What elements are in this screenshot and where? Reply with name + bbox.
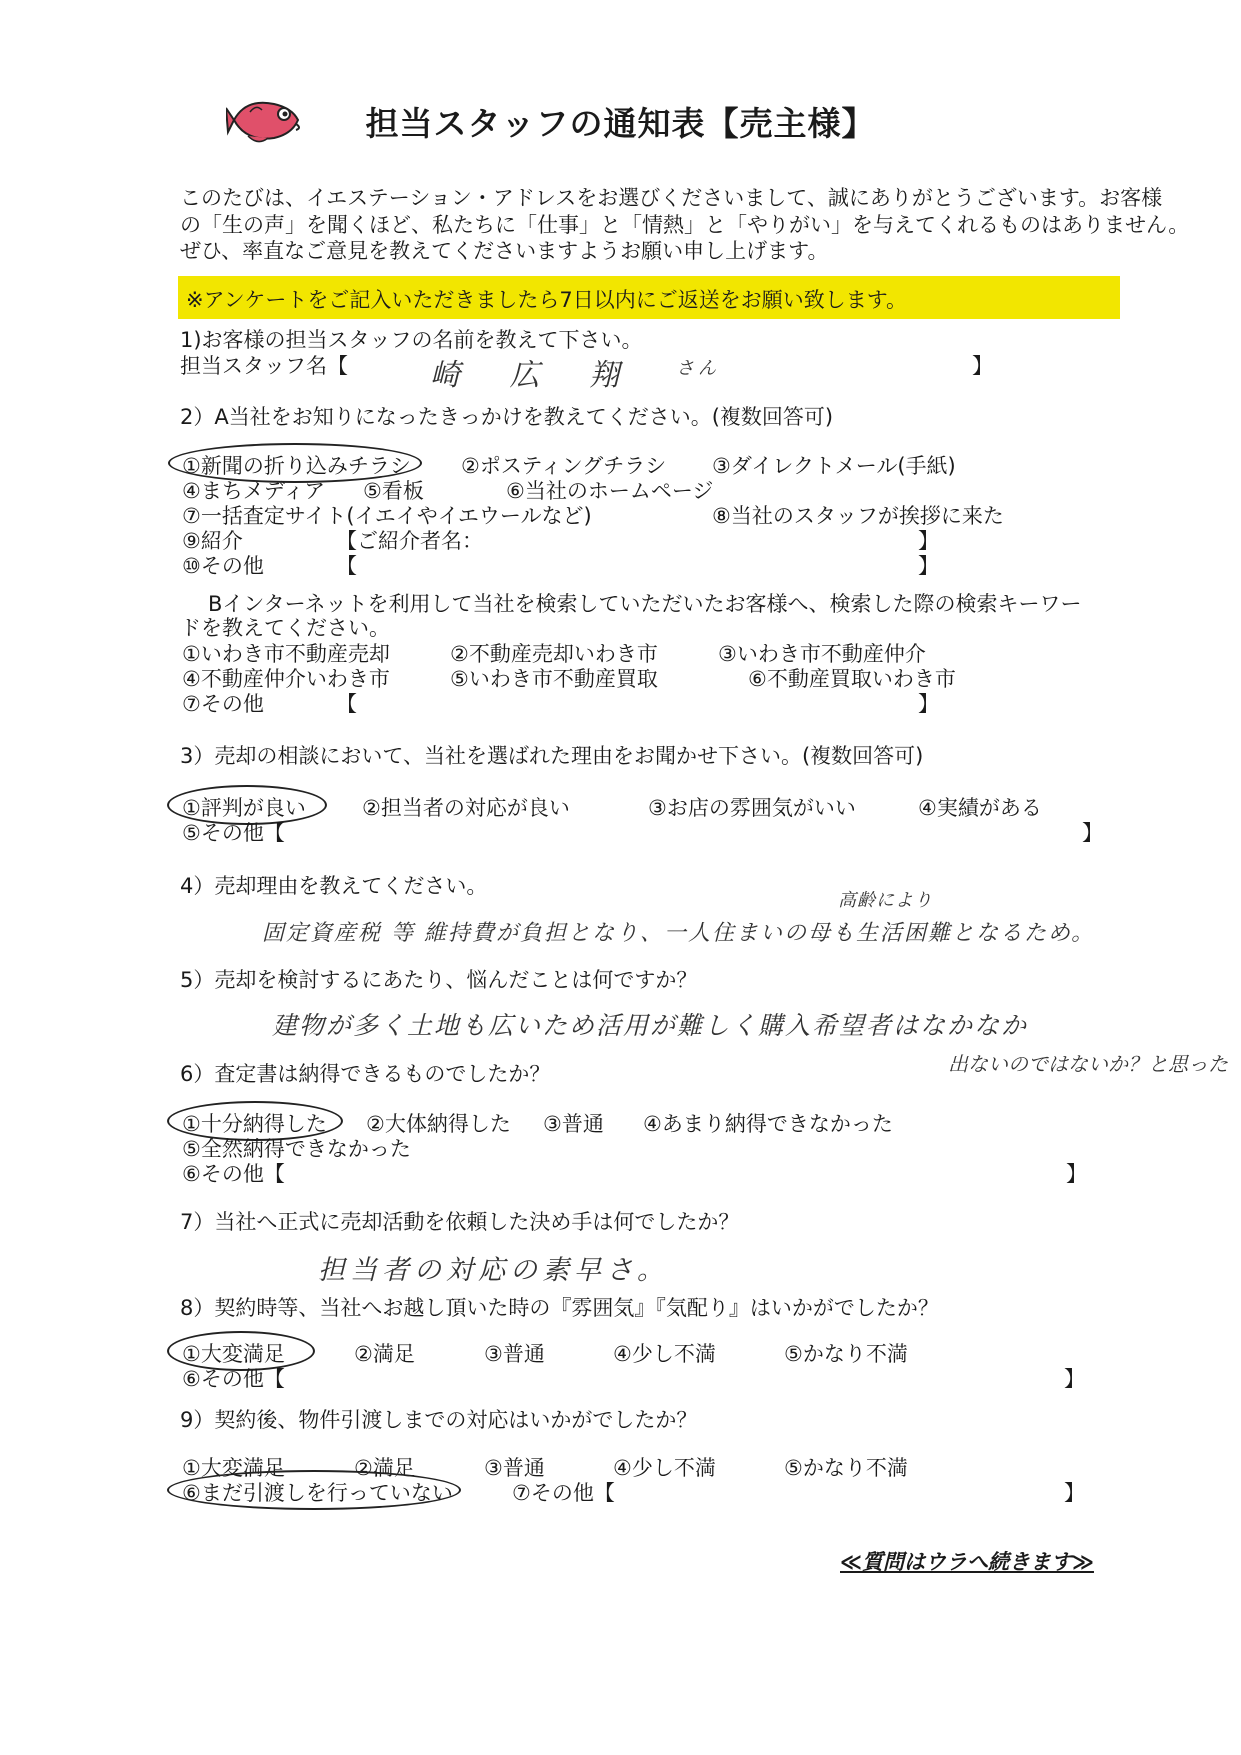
- q2b-other-open: 【: [336, 692, 357, 716]
- q4-answer-note: 高齢により: [838, 890, 933, 911]
- q2-option-9[interactable]: ⑨紹介: [182, 529, 243, 553]
- q8-option-1[interactable]: ①大変満足: [182, 1342, 285, 1366]
- q2-referrer-label: 【ご紹介者名：: [336, 529, 483, 553]
- q1-field-label: 担当スタッフ名【: [180, 354, 348, 378]
- q9-option-6-circle: [167, 1470, 461, 1510]
- q2-option-5[interactable]: ⑤看板: [363, 479, 424, 503]
- q4-label: 4）売却理由を教えてください。: [180, 874, 488, 898]
- notice-text: ※アンケートをご記入いただきましたら7日以内にご返送をお願い致します。: [186, 288, 908, 312]
- q2b-option-1[interactable]: ①いわき市不動産売却: [182, 642, 390, 666]
- q2b-other-close: 】: [918, 692, 939, 716]
- q6-option-1[interactable]: ①十分納得した: [182, 1112, 327, 1136]
- q9-option-6[interactable]: ⑥まだ引渡しを行っていない: [182, 1481, 453, 1505]
- q6-other-close: 】: [1066, 1162, 1087, 1186]
- q8-option-3[interactable]: ③普通: [484, 1342, 545, 1366]
- q2b-option-5[interactable]: ⑤いわき市不動産買取: [450, 667, 658, 691]
- q5-answer-1: 建物が多く土地も広いため活用が難しく購入希望者はなかなか: [272, 1011, 1029, 1040]
- notice-banner: [178, 276, 1120, 319]
- q8-other-close: 】: [1064, 1367, 1085, 1391]
- q9-option-2[interactable]: ②満足: [354, 1456, 415, 1480]
- q6-option-2[interactable]: ②大体納得した: [366, 1112, 511, 1136]
- q2-option-1[interactable]: ①新聞の折り込みチラシ: [182, 454, 411, 478]
- q2-option-4[interactable]: ④まちメディア: [182, 479, 326, 503]
- q2-referrer-close: 】: [918, 529, 939, 553]
- q8-label: 8）契約時等、当社へお越し頂いた時の『雰囲気』『気配り』はいかがでしたか？: [180, 1296, 939, 1320]
- q9-option-5[interactable]: ⑤かなり不満: [784, 1456, 908, 1480]
- q2-option-6[interactable]: ⑥当社のホームページ: [506, 479, 714, 503]
- q3-other-close: 】: [1082, 821, 1103, 845]
- q6-label: 6）査定書は納得できるものでしたか？: [180, 1062, 551, 1086]
- intro-line-2: の「生の声」を聞くほど、私たちに「仕事」と「情熱」と「やりがい」を与えてくれるものはありません。: [180, 213, 1190, 237]
- q5-label: 5）売却を検討するにあたり、悩んだことは何ですか？: [180, 968, 698, 992]
- q1-label: 1)お客様の担当スタッフの名前を教えて下さい。: [180, 328, 643, 352]
- q3-option-3[interactable]: ③お店の雰囲気がいい: [648, 796, 856, 820]
- q6-option-6[interactable]: ⑥その他【: [182, 1162, 285, 1186]
- q2b-label-1: Bインターネットを利用して当社を検索していただいたお客様へ、検索した際の検索キーワー: [208, 592, 1082, 616]
- intro-line-1: このたびは、イエステーション・アドレスをお選びくださいまして、誠にありがとうございます。お客様: [180, 186, 1163, 210]
- q2-option-8[interactable]: ⑧当社のスタッフが挨拶に来た: [712, 504, 1004, 528]
- q8-option-5[interactable]: ⑤かなり不満: [784, 1342, 908, 1366]
- q4-answer: 固定資産税 等 維持費が負担となり、一人住まいの母も生活困難となるため。: [262, 921, 1096, 946]
- q1-answer-suffix: さん: [676, 358, 720, 379]
- q9-other-close: 】: [1064, 1481, 1085, 1505]
- q5-answer-2: 出ないのではないか？と思った: [948, 1052, 1228, 1076]
- q6-option-4[interactable]: ④あまり納得できなかった: [643, 1112, 893, 1136]
- q8-option-6[interactable]: ⑥その他【: [182, 1367, 285, 1391]
- q3-option-2[interactable]: ②担当者の対応が良い: [362, 796, 570, 820]
- q8-option-4[interactable]: ④少し不満: [613, 1342, 716, 1366]
- q1-answer-name: 崎 広 翔: [430, 358, 640, 393]
- q2-other-close: 】: [918, 554, 939, 578]
- intro-line-3: ぜひ、率直なご意見を教えてくださいますようお願い申し上げます。: [180, 239, 829, 263]
- q6-option-3[interactable]: ③普通: [543, 1112, 604, 1136]
- q7-label: 7）当社へ正式に売却活動を依頼した決め手は何でしたか？: [180, 1210, 740, 1234]
- q9-option-1[interactable]: ①大変満足: [182, 1456, 285, 1480]
- q2b-option-6[interactable]: ⑥不動産買取いわき市: [748, 667, 956, 691]
- q3-label: 3）売却の相談において、当社を選ばれた理由をお聞かせ下さい。(複数回答可): [180, 744, 924, 768]
- q3-option-5[interactable]: ⑤その他【: [182, 821, 285, 845]
- page-title: 担当スタッフの通知表【売主様】: [365, 104, 876, 143]
- q2b-option-2[interactable]: ②不動産売却いわき市: [450, 642, 658, 666]
- q2b-option-7[interactable]: ⑦その他: [182, 692, 264, 716]
- q7-answer: 担当者の対応の素早さ。: [318, 1255, 669, 1286]
- q1-field-close: 】: [972, 354, 993, 378]
- q3-option-1[interactable]: ①評判が良い: [182, 796, 306, 820]
- q2b-label-2: ドを教えてください。: [180, 616, 390, 640]
- q2-option-2[interactable]: ②ポスティングチラシ: [461, 454, 667, 478]
- q2-other-open: 【: [336, 554, 357, 578]
- q9-option-4[interactable]: ④少し不満: [613, 1456, 716, 1480]
- q2b-option-4[interactable]: ④不動産仲介いわき市: [182, 667, 390, 691]
- q2-option-3[interactable]: ③ダイレクトメール(手紙): [712, 454, 956, 478]
- q2-option-7[interactable]: ⑦一括査定サイト(イエイやイエウールなど): [182, 504, 592, 528]
- q9-option-3[interactable]: ③普通: [484, 1456, 545, 1480]
- q9-option-7[interactable]: ⑦その他【: [512, 1481, 615, 1505]
- q2b-option-3[interactable]: ③いわき市不動産仲介: [718, 642, 926, 666]
- q8-option-2[interactable]: ②満足: [354, 1342, 415, 1366]
- q6-option-5[interactable]: ⑤全然納得できなかった: [182, 1137, 411, 1161]
- q9-label: 9）契約後、物件引渡しまでの対応はいかがでしたか？: [180, 1408, 698, 1432]
- q3-option-4[interactable]: ④実績がある: [918, 796, 1042, 820]
- continued-note: ≪質問はウラへ続きます≫: [840, 1550, 1094, 1574]
- q2-label: 2）A当社をお知りになったきっかけを教えてください。(複数回答可): [180, 405, 834, 429]
- q2-option-10[interactable]: ⑩その他: [182, 554, 264, 578]
